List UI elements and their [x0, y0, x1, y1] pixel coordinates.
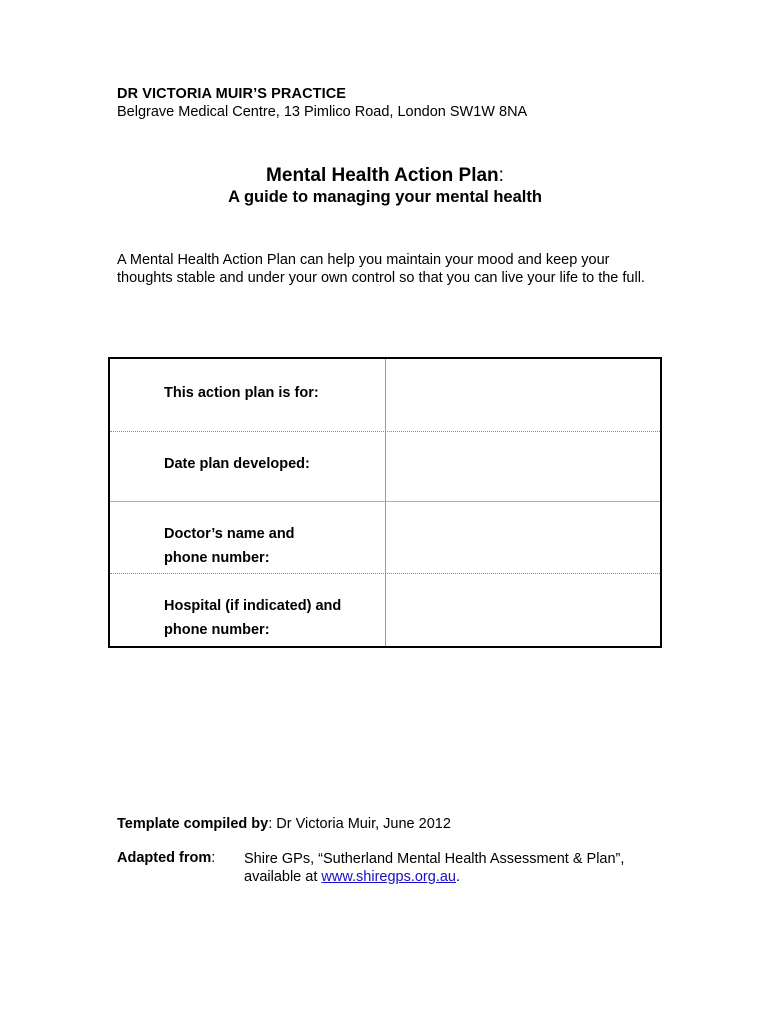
doctor-label-line-2: phone number:: [164, 550, 270, 566]
title-colon: :: [498, 165, 504, 186]
plan-for-label: This action plan is for:: [164, 385, 319, 401]
table-row: [110, 574, 660, 646]
shiregps-link[interactable]: www.shiregps.org.au: [321, 869, 456, 885]
adapted-line-1: Shire GPs, “Sutherland Mental Health Assessment & Plan”,: [244, 851, 625, 867]
doctor-label-line-1: Doctor’s name and: [164, 526, 295, 542]
label-cell: [110, 432, 386, 501]
adapted-from-text: [244, 850, 684, 886]
compiled-label: Template compiled by: [117, 816, 269, 832]
adapted-line-2-suffix: .: [455, 869, 461, 885]
hospital-label-line-2: phone number:: [164, 622, 270, 638]
date-developed-label: Date plan developed:: [164, 456, 310, 472]
label-cell: [110, 574, 386, 646]
doctor-field[interactable]: [386, 502, 660, 573]
document-title: [0, 165, 770, 187]
document-subtitle: A guide to managing your mental health: [228, 188, 542, 206]
hospital-label-line-1: Hospital (if indicated) and: [164, 598, 342, 614]
doctor-label: [164, 522, 295, 570]
adapted-line-2-prefix: available at: [244, 869, 322, 885]
adapted-label-colon: :: [211, 850, 216, 866]
table-row: [110, 432, 660, 501]
intro-line-1: A Mental Health Action Plan can help you maintain your mood and keep your: [117, 252, 610, 268]
table-row: [110, 502, 660, 573]
label-cell: [110, 502, 386, 573]
action-plan-table: [108, 357, 662, 648]
hospital-label: [164, 594, 341, 642]
title-text: Mental Health Action Plan: [266, 165, 499, 186]
adapted-from-label: [117, 850, 215, 866]
template-credit: [117, 816, 451, 832]
label-cell: [110, 359, 386, 431]
table-row: [110, 359, 660, 431]
intro-paragraph: [117, 251, 717, 287]
date-developed-field[interactable]: [386, 432, 660, 501]
hospital-field[interactable]: [386, 574, 660, 646]
compiled-value: : Dr Victoria Muir, June 2012: [268, 816, 451, 832]
practice-name: DR VICTORIA MUIR’S PRACTICE: [117, 86, 347, 102]
adapted-line-2: [244, 868, 684, 886]
practice-address: Belgrave Medical Centre, 13 Pimlico Road, London SW1W 8NA: [117, 104, 528, 120]
plan-for-field[interactable]: [386, 359, 660, 431]
intro-line-2: thoughts stable and under your own control so that you can live your life to the full.: [117, 270, 645, 286]
adapted-label-text: Adapted from: [117, 850, 212, 866]
